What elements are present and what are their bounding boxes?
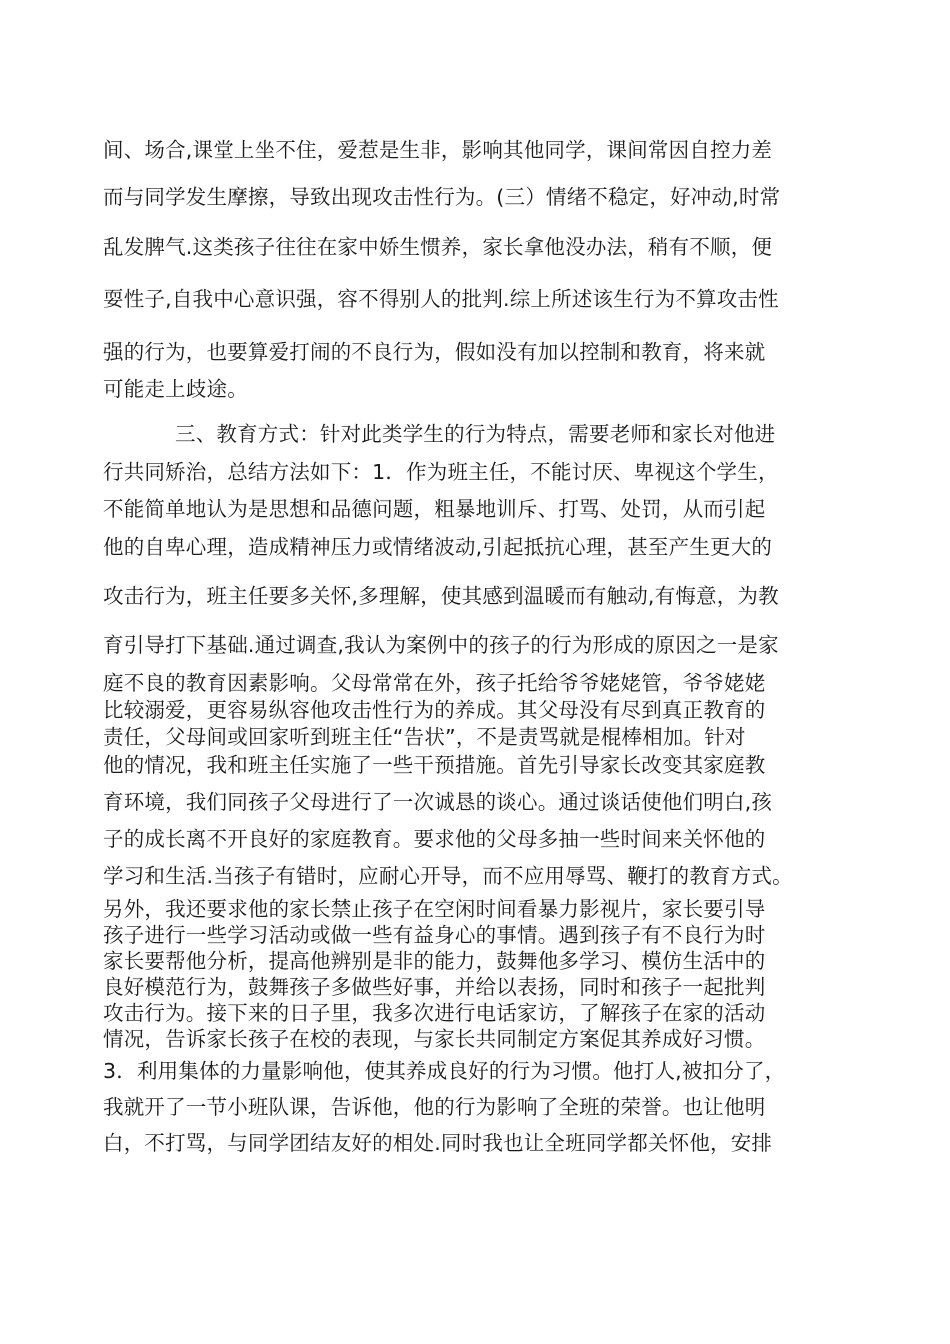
text-line-1: 间、场合,课堂上坐不住，爱惹是生非，影响其他同学，课间常因自控力差 <box>103 138 773 162</box>
text-line-3: 乱发脾气.这类孩子往往在家中娇生惯养，家长拿他没办法，稍有不顺，便 <box>103 235 773 259</box>
text-line-17: 育环境，我们同孩子父母进行了一次诚恳的谈心。通过谈话使他们明白,孩 <box>103 790 773 814</box>
text-line-27: 我就开了一节小班队课，告诉他，他的行为影响了全班的荣誉。也让他明 <box>103 1095 766 1119</box>
text-line-2: 而与同学发生摩擦，导致出现攻击性行为。(三）情绪不稳定，好冲动,时常 <box>103 185 781 209</box>
text-line-10: 他的自卑心理，造成精神压力或情绪波动,引起抵抗心理，甚至产生更大的 <box>103 535 773 559</box>
text-line-21: 孩子进行一些学习活动或做一些有益身心的事情。遇到孩子有不良行为时 <box>103 923 766 947</box>
text-line-8: 行共同矫治，总结方法如下：1．作为班主任，不能讨厌、卑视这个学生， <box>103 460 779 484</box>
text-line-24: 攻击行为。接下来的日子里，我多次进行电话家访，了解孩子在家的活动 <box>103 1001 766 1025</box>
text-line-18: 子的成长离不开良好的家庭教育。要求他的父母多抽一些时间来关怀他的 <box>103 827 766 851</box>
text-line-16: 他的情况，我和班主任实施了一些干预措施。首先引导家长改变其家庭教 <box>103 753 766 777</box>
text-line-12: 育引导打下基础.通过调查,我认为案例中的孩子的行为形成的原因之一是家 <box>103 633 779 657</box>
text-line-4: 耍性子,自我中心意识强，容不得别人的批判.综上所述该生行为不算攻击性 <box>103 287 779 311</box>
text-line-11: 攻击行为，班主任要多关怀,多理解，使其感到温暖而有触动,有悔意，为教 <box>103 584 779 608</box>
text-line-14: 比较溺爱，更容易纵容他攻击性行为的养成。其父母没有尽到真正教育的 <box>103 698 766 722</box>
text-line-23: 良好模范行为，鼓舞孩子多做些好事，并给以表扬，同时和孩子一起批判 <box>103 975 766 999</box>
text-line-6: 可能走上歧途。 <box>103 377 248 401</box>
text-line-7: 三、教育方式：针对此类学生的行为特点，需要老师和家长对他进 <box>175 422 776 446</box>
text-line-13: 庭不良的教育因素影响。父母常常在外，孩子托给爷爷姥姥管，爷爷姥姥 <box>103 671 766 695</box>
text-line-19: 学习和生活.当孩子有错时，应耐心开导，而不应用辱骂、鞭打的教育方式。 <box>103 864 793 888</box>
text-line-26: 3．利用集体的力量影响他，使其养成良好的行为习惯。他打人,被扣分了， <box>103 1059 786 1083</box>
text-line-15: 责任，父母间或回家听到班主任“告状”，不是责骂就是棍棒相加。针对 <box>103 725 746 749</box>
text-line-22: 家长要帮他分析，提高他辨别是非的能力，鼓舞他多学习、模仿生活中的 <box>103 949 766 973</box>
text-line-28: 白，不打骂，与同学团结友好的相处.同时我也让全班同学都关怀他，安排 <box>103 1131 773 1155</box>
text-line-9: 不能简单地认为是思想和品德问题，粗暴地训斥、打骂、处罚，从而引起 <box>103 497 766 521</box>
text-line-5: 强的行为，也要算爱打闹的不良行为，假如没有加以控制和教育，将来就 <box>103 340 766 364</box>
text-line-25: 情况，告诉家长孩子在校的表现，与家长共同制定方案促其养成好习惯。 <box>103 1027 766 1051</box>
text-line-20: 另外，我还要求他的家长禁止孩子在空闲时间看暴力影视片，家长要引导 <box>103 897 766 921</box>
